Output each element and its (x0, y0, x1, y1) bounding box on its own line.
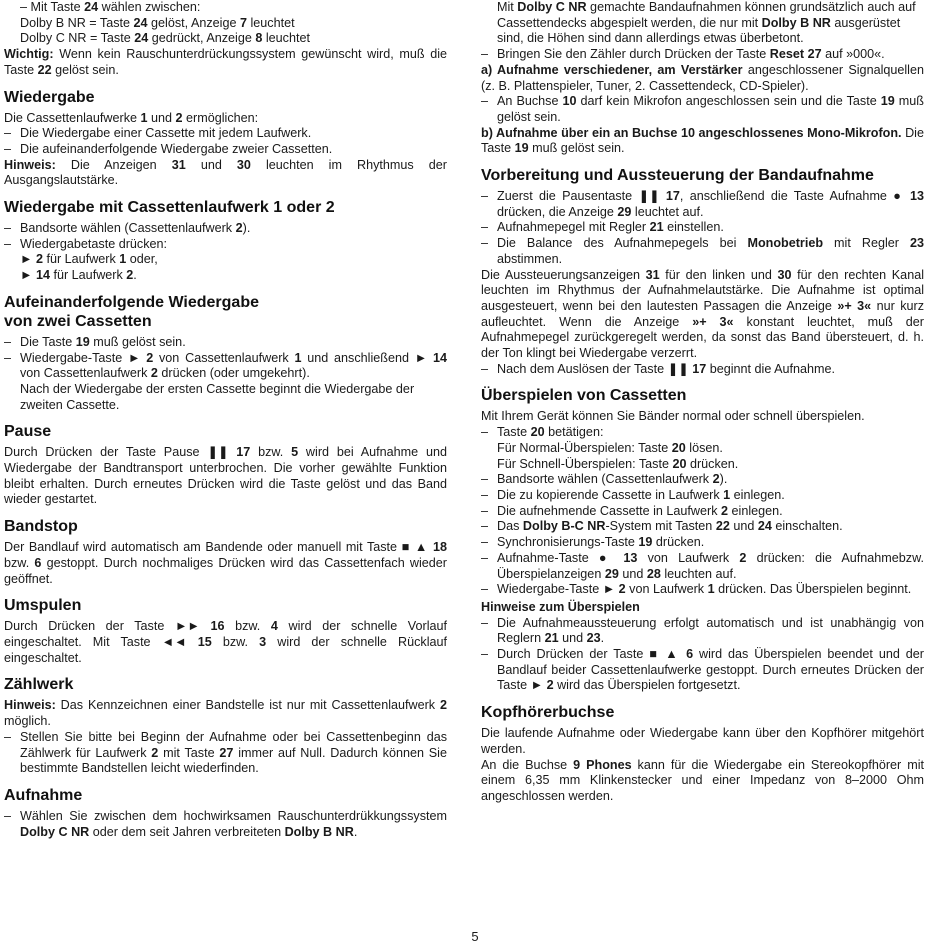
right-column (481, 0, 924, 805)
page-number: 5 (471, 929, 479, 944)
list-item: – Durch Drücken der Taste ■ ▲ 6 wird das Überspielen beendet und der Bandlauf beider Cassettenlaufwerke gestoppt. Durch erneutes Drücken der Taste ► 2 wird das Überspielen fortgesetzt. (481, 647, 924, 693)
sub-heading: Hinweise zum Überspielen (481, 599, 640, 614)
indented-text: Für Normal-Überspielen: Taste 20 lösen. (497, 440, 723, 455)
paragraph: Hinweis: Das Kennzeichnen einer Bandstelle ist nur mit Cassettenlaufwerk 2 möglich. (4, 698, 447, 729)
paragraph: Die Cassettenlaufwerke 1 und 2 ermöglichen: (4, 110, 259, 125)
section-heading: Aufnahme (4, 786, 83, 804)
paragraph: Die Aussteuerungsanzeigen 31 für den linken und 30 für den rechten Kanal leuchten im Rhythmus der Aufnahmelautstärke. Die Aufnahme ist optimal ausgesteuert, wenn bei den lautesten Passagen die Anzeige »+ 3« nur kurz aufleuchtet. Wenn die Anzeige »+ 3« konstant leuchtet, muß der Aufnahmepegel zurückgeregelt werden, da sonst das Band übersteuert, d. h. der Ton klingt bei Wiedergabe verzerrt. (481, 267, 924, 361)
list-item: – Bandsorte wählen (Cassettenlaufwerk 2). (4, 221, 251, 236)
list-item: – Bandsorte wählen (Cassettenlaufwerk 2). (481, 472, 728, 487)
indented-text: Nach der Wiedergabe der ersten Cassette beginnt die Wiedergabe der zweiten Cassette. (20, 381, 415, 412)
paragraph: Der Bandlauf wird automatisch am Bandende oder manuell mit Taste ■ ▲ 18 bzw. 6 gestoppt. Durch nochmaliges Drücken wird das Cassettenfach wieder geöffnet. (4, 540, 448, 586)
list-item: – Aufnahme-Taste ● 13 von Laufwerk 2 drücken: die Aufnahmebzw. Überspielanzeigen 29 und 28 leuchten auf. (481, 550, 924, 581)
indented-text: Für Schnell-Überspielen: Taste 20 drücken. (497, 456, 739, 471)
indented-text: ► 14 für Laufwerk 2. (20, 268, 137, 283)
list-item: – Taste 20 betätigen: (481, 425, 604, 440)
paragraph: Durch Drücken der Taste ►► 16 bzw. 4 wird der schnelle Vorlauf eingeschaltet. Mit Taste ◄◄ 15 bzw. 3 wird der schnelle Rücklauf eingeschaltet. (4, 619, 448, 665)
list-item: – Wählen Sie zwischen dem hochwirksamen Rauschunterdrükkungssystem Dolby C NR oder dem seit Jahren verbreiteten Dolby B NR. (4, 808, 447, 839)
list-item: – Wiedergabe-Taste ► 2 von Laufwerk 1 drücken. Das Überspielen beginnt. (481, 582, 912, 597)
section-heading: Bandstop (4, 518, 78, 536)
list-item: – Synchronisierungs-Taste 19 drücken. (481, 535, 705, 550)
list-item: – Bringen Sie den Zähler durch Drücken der Taste Reset 27 auf »000«. (481, 47, 885, 62)
list-item: – Wiedergabetaste drücken: (4, 236, 168, 251)
list-item: – Die Aufnahmeaussteuerung erfolgt automatisch und ist unabhängig von Reglern 21 und 23. (481, 615, 924, 646)
paragraph: a) Aufnahme verschiedener, am Verstärker angeschlossener Signalquellen (z. B. Plattenspieler, Tuner, 2. Cassettendeck, CD-Spieler). (481, 62, 924, 93)
list-item: – Die Taste 19 muß gelöst sein. (4, 334, 186, 349)
list-item: – Die aufeinanderfolgende Wiedergabe zweier Cassetten. (4, 141, 333, 156)
indented-text: – Mit Taste 24 wählen zwischen: (20, 0, 201, 14)
list-item: – Nach dem Auslösen der Taste ❚❚ 17 beginnt die Aufnahme. (481, 361, 836, 376)
section-heading: Kopfhörerbuchse (481, 704, 615, 722)
list-item: – Stellen Sie bitte bei Beginn der Aufnahme oder bei Cassettenbeginn das Zählwerk für Laufwerk 2 mit Taste 27 immer auf Null. Dadurch können Sie bestimmte Bandstellen leicht wiederfinden. (4, 729, 447, 776)
list-item: – An Buchse 10 darf kein Mikrofon angeschlossen sein und die Taste 19 muß gelöst sein. (481, 94, 924, 124)
left-column (4, 0, 447, 840)
list-item: – Aufnahmepegel mit Regler 21 einstellen. (481, 220, 724, 235)
paragraph: Hinweis: Die Anzeigen 31 und 30 leuchten im Rhythmus der Ausgangslautstärke. (4, 157, 447, 188)
paragraph: Durch Drücken der Taste Pause ❚❚ 17 bzw. 5 wird bei Aufnahme und Wiedergabe der Bandtransport unterbrochen. Die vorher gewählte Funktion bleibt erhalten. Durch erneutes Drücken wird die Taste gelöst und das Band wieder gestartet. (4, 445, 447, 507)
paragraph: b) Aufnahme über ein an Buchse 10 angeschlossenes Mono-Mikrofon. Die Taste 19 muß gelöst sein. (481, 125, 924, 156)
list-item: – Die Balance des Aufnahmepegels bei Monobetrieb mit Regler 23 abstimmen. (481, 236, 925, 266)
list-item: – Zuerst die Pausentaste ❚❚ 17, anschließend die Taste Aufnahme ● 13 drücken, die Anzeige 29 leuchtet auf. (481, 189, 924, 219)
list-item: – Die aufnehmende Cassette in Laufwerk 2 einlegen. (481, 503, 783, 518)
paragraph: Mit Ihrem Gerät können Sie Bänder normal oder schnell überspielen. (481, 409, 865, 424)
indented-text: ► 2 für Laufwerk 1 oder, (20, 252, 158, 267)
indented-text: Dolby C NR = Taste 24 gedrückt, Anzeige 8 leuchtet (20, 31, 310, 46)
indented-text: Dolby B NR = Taste 24 gelöst, Anzeige 7 leuchtet (20, 15, 295, 30)
section-heading: Zählwerk (4, 676, 74, 694)
section-heading: Vorbereitung und Aussteuerung der Bandaufnahme (481, 167, 874, 185)
section-heading: Pause (4, 423, 52, 441)
list-item: – Wiedergabe-Taste ► 2 von Cassettenlaufwerk 1 und anschließend ► 14 von Cassettenlaufwerk 2 drücken (oder umgekehrt). (4, 350, 447, 381)
list-item: – Das Dolby B-C NR-System mit Tasten 22 und 24 einschalten. (481, 519, 843, 534)
indented-text: Mit Dolby C NR gemachte Bandaufnahmen können grundsätzlich auch auf Cassettendecks abgespielt werden, die nur mit Dolby B NR ausgerüstet sind, die Höhen sind dann allerdings etwas überbetont. (497, 0, 916, 46)
section-heading: Umspulen (4, 597, 82, 615)
paragraph: Die laufende Aufnahme oder Wiedergabe kann über den Kopfhörer mitgehört werden. (481, 726, 924, 756)
paragraph: Wichtig: Wenn kein Rauschunterdrückungssystem gewünscht wird, muß die Taste 22 gelöst sein. (4, 47, 447, 77)
paragraph: An die Buchse 9 Phones kann für die Wiedergabe ein Stereokopfhörer mit einem 6,35 mm Klinkenstecker und einer Impedanz von 8–2000 Ohm angeschlossen werden. (481, 757, 924, 803)
list-item: – Die Wiedergabe einer Cassette mit jedem Laufwerk. (4, 126, 312, 141)
section-heading: Überspielen von Cassetten (481, 387, 687, 405)
section-heading: Aufeinanderfolgende Wiedergabe von zwei Cassetten (4, 293, 259, 330)
section-heading: Wiedergabe (4, 88, 95, 106)
list-item: – Die zu kopierende Cassette in Laufwerk 1 einlegen. (481, 487, 785, 502)
section-heading: Wiedergabe mit Cassettenlaufwerk 1 oder 2 (4, 199, 335, 217)
